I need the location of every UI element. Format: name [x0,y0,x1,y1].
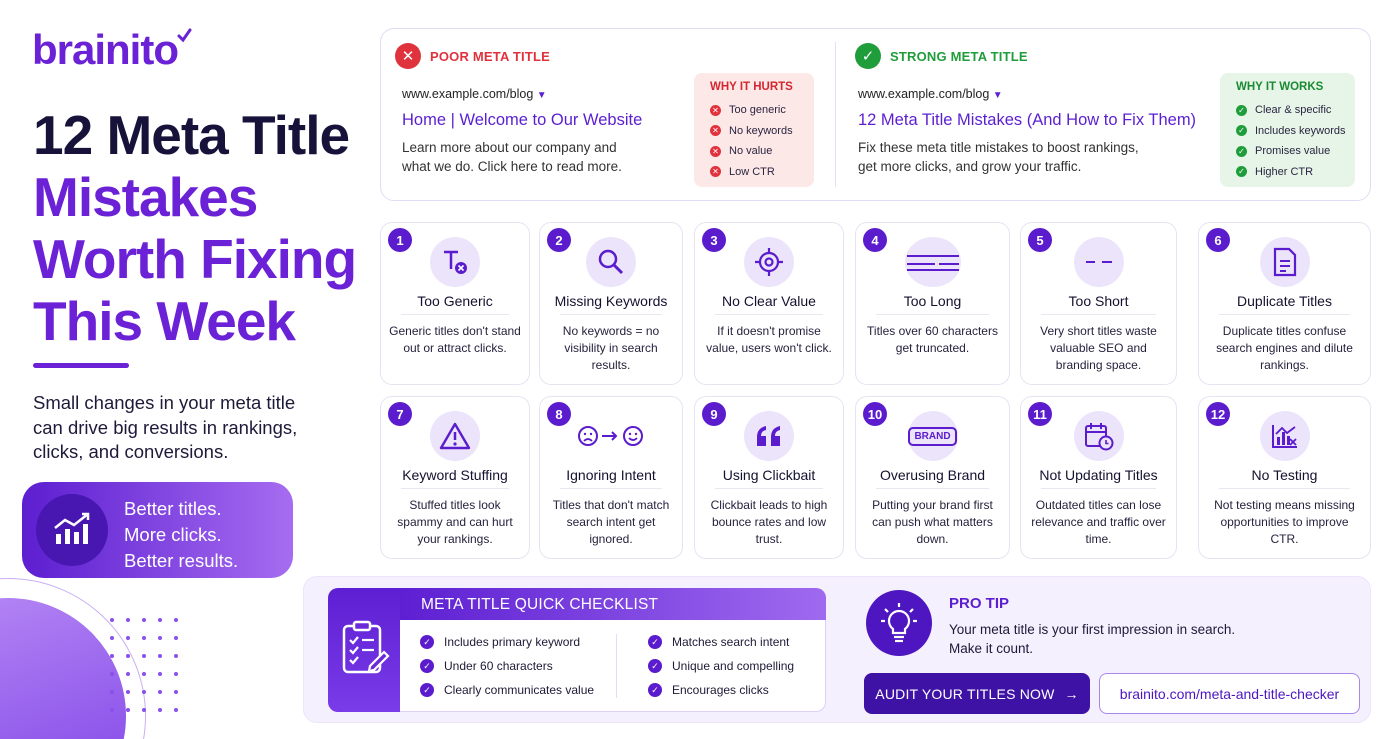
promo-text: Better titles. More clicks. Better results. [124,498,239,571]
card-divider [1219,314,1350,315]
mistake-card [539,396,683,559]
x-icon: ✕ [710,125,721,136]
card-divider [560,314,662,315]
strong-url: www.example.com/blog ▼ [858,87,1003,101]
x-icon: ✕ [395,43,421,69]
mistake-card [539,222,683,385]
check-icon: ✓ [1236,146,1247,157]
card-divider [715,488,823,489]
card-divider [560,488,662,489]
mistake-card [1198,222,1371,385]
mistake-title: Using Clickbait [722,467,816,483]
lightbulb-icon [866,590,932,656]
mistake-card [380,396,530,559]
mistake-desc: Titles over 60 characters get truncated. [867,324,998,355]
check-icon: ✓ [648,635,662,649]
card-divider [876,314,989,315]
mistake-desc: Putting your brand first can push what matters down. [872,498,993,546]
comparison-divider [835,42,836,187]
card-divider [1041,314,1156,315]
mistake-number: 6 [1206,228,1230,252]
checklist-item: ✓ Encourages clicks [648,678,794,702]
mistake-title: Overusing Brand [879,467,986,483]
short-lines-icon [1074,237,1124,287]
pro-tip-text: Your meta title is your first impression in search. Make it count. [949,622,1236,656]
brand-tag-icon: BRAND [908,411,958,461]
poor-serp-desc: Learn more about our company and what we do. Click here to read more. [402,140,622,174]
sad-to-happy-icon [571,411,651,461]
mistake-number: 3 [702,228,726,252]
mistake-title: No Testing [1251,467,1318,483]
checklist-item: ✓ Unique and compelling [648,654,794,678]
mistake-number: 2 [547,228,571,252]
decorative-dots [110,618,190,726]
pro-tip-label: PRO TIP [949,595,1010,612]
why-item: ✕ No value [710,141,814,162]
mistake-number: 5 [1028,228,1052,252]
strong-serp-title[interactable]: 12 Meta Title Mistakes (And How to Fix Them) [858,111,1197,129]
card-divider [401,314,509,315]
mistake-title: Ignoring Intent [566,467,656,483]
why-item: ✕ No keywords [710,121,814,142]
why-item: ✕ Too generic [710,100,814,121]
mistake-title: No Clear Value [722,293,816,309]
check-icon: ✓ [1236,125,1247,136]
x-icon: ✕ [710,146,721,157]
card-divider [1041,488,1156,489]
title-underline [33,363,129,368]
mistake-title: Duplicate Titles [1237,293,1332,309]
mistake-number: 12 [1206,402,1230,426]
mistake-title: Not Updating Titles [1039,467,1158,483]
checklist-column-2 [648,630,794,702]
checklist-item: ✓ Includes primary keyword [420,630,594,654]
quote-icon [744,411,794,461]
check-icon: ✓ [1236,166,1247,177]
checklist-divider [616,634,617,698]
checker-link-button[interactable]: brainito.com/meta-and-title-checker [1099,673,1360,714]
long-lines-icon [905,237,961,287]
arrow-right-icon: → [1064,685,1079,702]
poor-label: POOR META TITLE [430,49,550,64]
text-x-icon [430,237,480,287]
mistake-title: Too Long [903,293,962,309]
mistake-desc: Stuffed titles look spammy and can hurt your rankings. [397,498,513,546]
check-icon: ✓ [420,635,434,649]
caret-down-icon: ▼ [536,90,547,101]
document-icon [1260,237,1310,287]
check-icon: ✓ [648,683,662,697]
mistake-number: 10 [863,402,887,426]
mistake-desc: Generic titles don't stand out or attract clicks. [389,324,521,355]
checklist-item: ✓ Under 60 characters [420,654,594,678]
poor-serp-title[interactable]: Home | Welcome to Our Website [402,111,643,129]
check-icon: ✓ [420,683,434,697]
checklist-item: ✓ Matches search intent [648,630,794,654]
check-icon: ✓ [648,659,662,673]
card-divider [715,314,823,315]
why-it-works-box: WHY IT WORKS ✓ Clear & specific ✓ Includes keywords ✓ Promises value ✓ Higher CTR [1220,73,1355,187]
mistake-desc: Outdated titles can lose relevance and traffic over time. [1031,498,1166,546]
mistake-title: Too Generic [417,293,493,309]
check-icon: ✓ [855,43,881,69]
x-icon: ✕ [710,166,721,177]
brand-logo[interactable]: brainito [32,26,192,74]
mistake-card [855,396,1010,559]
mistake-title: Keyword Stuffing [402,467,508,483]
mistake-desc: Titles that don't match search intent get ignored. [552,498,670,546]
audit-titles-button[interactable]: AUDIT YOUR TITLES NOW → [864,673,1090,714]
poor-url: www.example.com/blog ▼ [402,87,547,101]
card-divider [1219,488,1350,489]
mistake-card [855,222,1010,385]
why-item: ✓ Includes keywords [1236,121,1355,142]
mistake-desc: No keywords = no visibility in search results. [562,324,660,372]
lead-text: Small changes in your meta title can drive big results in rankings, clicks, and conversions. [33,392,298,462]
why-item: ✓ Clear & specific [1236,100,1355,121]
x-icon: ✕ [710,105,721,116]
mistake-card [694,222,844,385]
search-icon [586,237,636,287]
logo-check-icon [176,28,192,44]
why-item: ✓ Higher CTR [1236,162,1355,183]
checklist-title: META TITLE QUICK CHECKLIST [400,588,826,620]
why-item: ✓ Promises value [1236,141,1355,162]
mistake-number: 8 [547,402,571,426]
mistake-desc: Clickbait leads to high bounce rates and low trust. [710,498,828,546]
mistake-title: Missing Keywords [554,293,668,309]
chart-up-icon [36,494,108,566]
strong-serp-desc: Fix these meta title mistakes to boost rankings, get more clicks, and grow your traffic. [858,140,1139,174]
mistake-desc: If it doesn't promise value, users won't click. [706,324,832,355]
caret-down-icon: ▼ [992,90,1003,101]
mistake-number: 9 [702,402,726,426]
mistake-card [1198,396,1371,559]
mistake-card [1020,222,1177,385]
mistake-desc: Duplicate titles confuse search engines and dilute rankings. [1216,324,1353,372]
check-icon: ✓ [420,659,434,673]
card-divider [401,488,509,489]
checklist-item: ✓ Clearly communicates value [420,678,594,702]
mistake-desc: Very short titles waste valuable SEO and branding space. [1040,324,1157,372]
checklist-column-1 [420,630,594,702]
why-item: ✕ Low CTR [710,162,814,183]
page-title: 12 Meta Title Mistakes Worth Fixing This Week [33,104,357,352]
card-divider [876,488,989,489]
mistake-card [1020,396,1177,559]
calendar-clock-icon [1074,411,1124,461]
mistake-number: 11 [1028,402,1052,426]
mistake-number: 1 [388,228,412,252]
mistake-number: 7 [388,402,412,426]
chart-test-icon [1260,411,1310,461]
mistake-card [694,396,844,559]
warning-icon [430,411,480,461]
strong-label: STRONG META TITLE [890,49,1028,64]
target-icon [744,237,794,287]
mistake-card [380,222,530,385]
mistake-title: Too Short [1068,293,1129,309]
mistake-desc: Not testing means missing opportunities to improve CTR. [1214,498,1355,546]
check-icon: ✓ [1236,105,1247,116]
clipboard-check-icon [340,620,390,681]
mistake-number: 4 [863,228,887,252]
why-it-hurts-box: WHY IT HURTS ✕ Too generic ✕ No keywords ✕ No value ✕ Low CTR [694,73,814,187]
